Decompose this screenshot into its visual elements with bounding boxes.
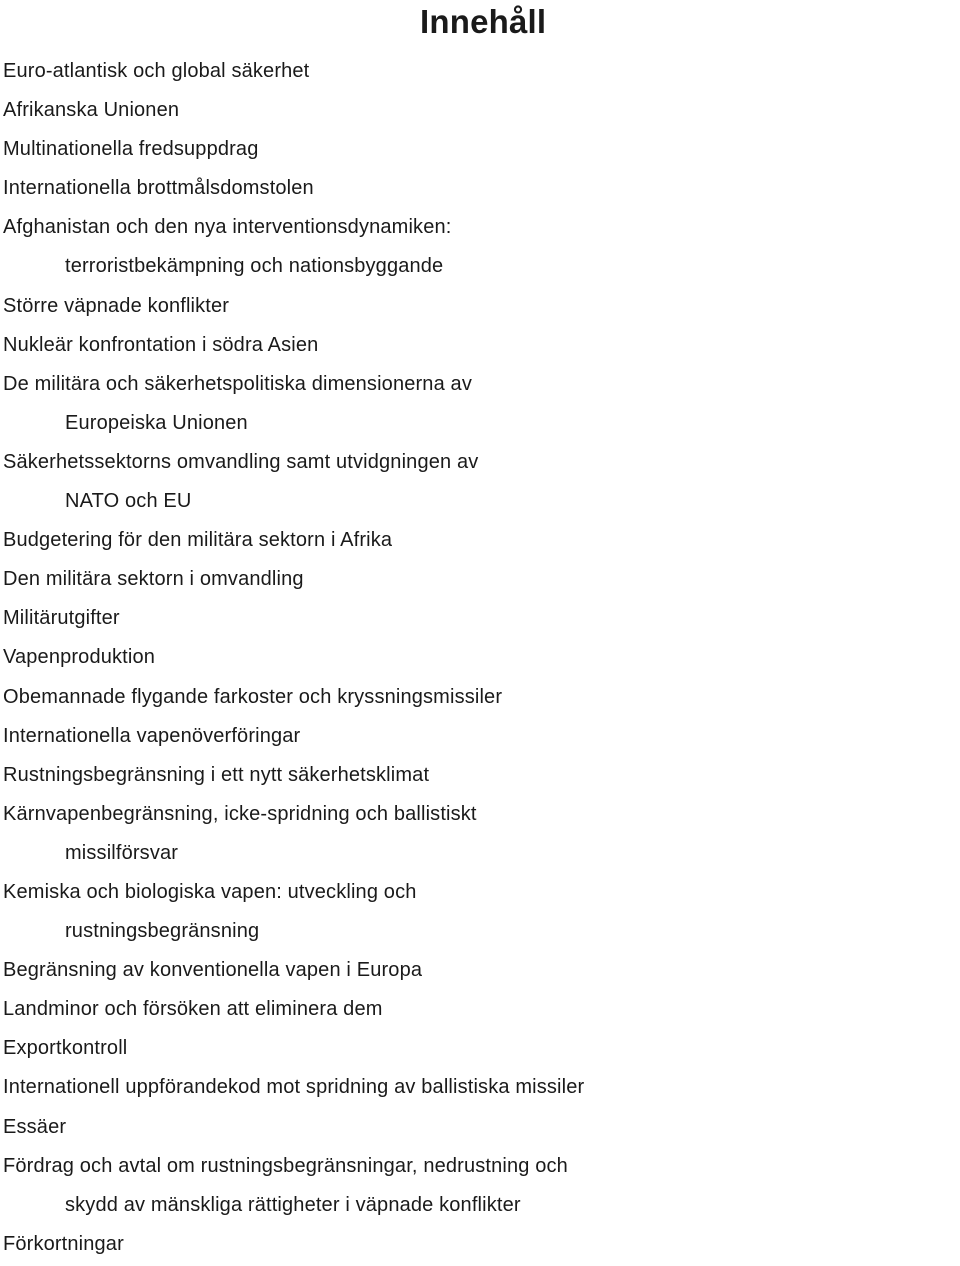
toc-entry	[0, 169, 960, 208]
toc-entry-title-continuation: terroristbekämpning och nationsbyggande	[65, 255, 444, 278]
toc-entry	[0, 1068, 960, 1107]
toc-entry-title: De militära och säkerhetspolitiska dimensionerna av	[3, 372, 472, 395]
toc-entry	[0, 443, 960, 521]
toc-entry-title: Fördrag och avtal om rustningsbegränsningar, nedrustning och	[3, 1154, 568, 1177]
toc-entry-title-continuation: Europeiska Unionen	[65, 411, 248, 434]
toc-entry-title: Afghanistan och den nya interventionsdynamiken:	[3, 216, 452, 239]
toc-entry	[0, 678, 960, 717]
toc-entry	[0, 208, 960, 286]
toc-entry-title: Nukleär konfrontation i södra Asien	[3, 333, 319, 356]
toc-entry	[0, 130, 960, 169]
toc-entry-title: Exportkontroll	[3, 1037, 128, 1060]
toc-entry-title: Kärnvapenbegränsning, icke-spridning och ballistiskt	[3, 802, 477, 825]
toc-entry	[0, 951, 960, 990]
toc-entry-title: Budgetering för den militära sektorn i Afrika	[3, 529, 393, 552]
toc-entry-title: Den militära sektorn i omvandling	[3, 568, 304, 591]
toc-entry-title-continuation: NATO och EU	[65, 490, 192, 513]
toc-entry	[0, 52, 960, 91]
toc-entry	[0, 990, 960, 1029]
toc-entry	[0, 1108, 960, 1147]
toc-entry-title: Säkerhetssektorns omvandling samt utvidgningen av	[3, 450, 479, 473]
toc-entry	[0, 756, 960, 795]
toc-entry	[0, 287, 960, 326]
toc-entry-title: Rustningsbegränsning i ett nytt säkerhetsklimat	[3, 763, 430, 786]
toc-entry	[0, 638, 960, 677]
toc-entry-title: Euro-atlantisk och global säkerhet	[3, 60, 310, 82]
toc-entry-title-continuation: skydd av mänskliga rättigheter i väpnade konflikter	[65, 1193, 521, 1216]
toc-entry	[0, 717, 960, 756]
toc-entry-title: Internationella vapenöverföringar	[3, 724, 301, 747]
toc-entry-title-continuation: rustningsbegränsning	[65, 920, 260, 943]
toc-entry	[0, 795, 960, 873]
toc-entry-title: Landminor och försöken att eliminera dem	[3, 998, 383, 1021]
toc-entry	[0, 365, 960, 443]
toc-entry	[0, 1147, 960, 1225]
toc-entry-title: Afrikanska Unionen	[3, 99, 180, 122]
toc-entry-title: Militärutgifter	[3, 607, 120, 630]
toc-entry	[0, 873, 960, 951]
toc-entry-title: Förkortningar	[3, 1232, 124, 1255]
toc-entry	[0, 521, 960, 560]
toc-entry	[0, 560, 960, 599]
table-of-contents	[0, 52, 960, 1264]
toc-entry	[0, 91, 960, 130]
toc-entry	[0, 599, 960, 638]
toc-entry-title: Essäer	[3, 1115, 67, 1138]
toc-entry-title: Internationella brottmålsdomstolen	[3, 177, 314, 200]
toc-entry-title: Begränsning av konventionella vapen i Europa	[3, 959, 423, 982]
toc-entry-title: Större väpnade konflikter	[3, 294, 230, 317]
toc-entry	[0, 326, 960, 365]
toc-entry-title: Multinationella fredsuppdrag	[3, 138, 259, 161]
toc-entry-title: Kemiska och biologiska vapen: utveckling och	[3, 880, 417, 903]
toc-entry	[0, 1029, 960, 1068]
toc-entry-title: Internationell uppförandekod mot spridning av ballistiska missiler	[3, 1076, 585, 1099]
toc-entry-title-continuation: missilförsvar	[65, 841, 179, 864]
page-title: Innehåll	[420, 3, 547, 40]
toc-entry	[0, 1225, 960, 1264]
toc-entry-title: Vapenproduktion	[3, 646, 155, 669]
toc-entry-title: Obemannade flygande farkoster och kryssningsmissiler	[3, 685, 503, 708]
